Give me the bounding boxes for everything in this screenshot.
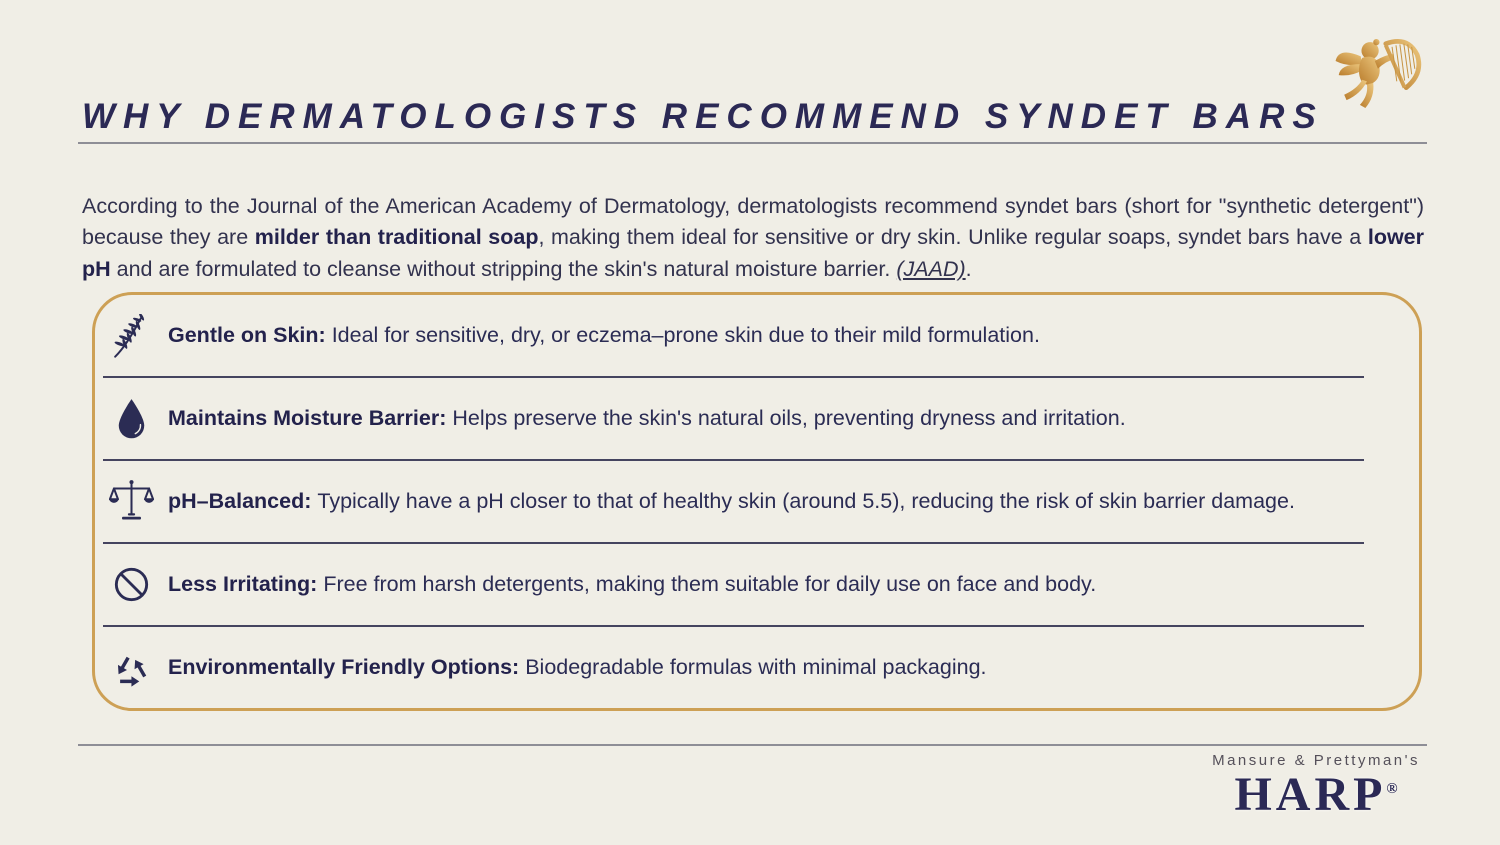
- intro-paragraph: [82, 191, 1424, 286]
- intro-segment: According to the Journal of the American Academy of Dermatology, dermatologists recommend syndet bars (short for "synthetic detergent") because they are: [82, 193, 1424, 250]
- footer-divider: [78, 744, 1427, 746]
- intro-segment: , making them ideal for sensitive or dry skin. Unlike regular soaps, syndet bars have a: [538, 225, 1368, 250]
- brand-tagline: Mansure & Prettyman's: [1212, 752, 1420, 769]
- wheat-branch-icon: [107, 314, 155, 358]
- benefit-row: [95, 627, 1419, 708]
- intro-segment: .: [965, 256, 972, 281]
- brand-block: [1212, 752, 1420, 820]
- benefits-box: [92, 292, 1422, 711]
- benefit-row: [95, 378, 1419, 459]
- jaad-link[interactable]: (JAAD): [896, 256, 966, 281]
- benefit-row: [95, 544, 1419, 625]
- benefit-label: pH–Balanced:: [168, 489, 312, 513]
- registered-mark: ®: [1386, 781, 1398, 797]
- balance-scale-icon: [107, 479, 155, 524]
- benefit-label: Gentle on Skin:: [168, 323, 326, 347]
- benefit-text: Typically have a pH closer to that of healthy skin (around 5.5), reducing the risk of skin barrier damage.: [317, 489, 1295, 513]
- page-title: WHY DERMATOLOGISTS RECOMMEND SYNDET BARS: [82, 97, 1324, 137]
- benefit-text: Helps preserve the skin's natural oils, preventing dryness and irritation.: [452, 406, 1126, 430]
- benefit-label: Less Irritating:: [168, 572, 318, 596]
- recycle-icon: [107, 644, 155, 691]
- no-symbol-icon: [107, 564, 155, 605]
- water-drop-icon: [107, 397, 155, 440]
- benefit-label: Environmentally Friendly Options:: [168, 655, 520, 679]
- benefit-text: Free from harsh detergents, making them suitable for daily use on face and body.: [323, 572, 1097, 596]
- brand-logo: [1212, 768, 1420, 821]
- benefit-row: [95, 461, 1419, 542]
- intro-segment: and are formulated to cleanse without stripping the skin's natural moisture barrier.: [110, 256, 897, 281]
- benefit-text: Ideal for sensitive, dry, or eczema–prone skin due to their mild formulation.: [331, 323, 1040, 347]
- benefit-label: Maintains Moisture Barrier:: [168, 406, 447, 430]
- intro-segment-bold: lower pH: [82, 225, 1424, 281]
- cherub-harp-icon: [1334, 32, 1436, 126]
- intro-segment-bold: milder than traditional soap: [254, 225, 539, 250]
- brand-name-text: HARP: [1234, 768, 1387, 821]
- title-divider: [78, 142, 1427, 144]
- benefit-text: Biodegradable formulas with minimal packaging.: [525, 655, 987, 679]
- benefit-row: [95, 295, 1419, 376]
